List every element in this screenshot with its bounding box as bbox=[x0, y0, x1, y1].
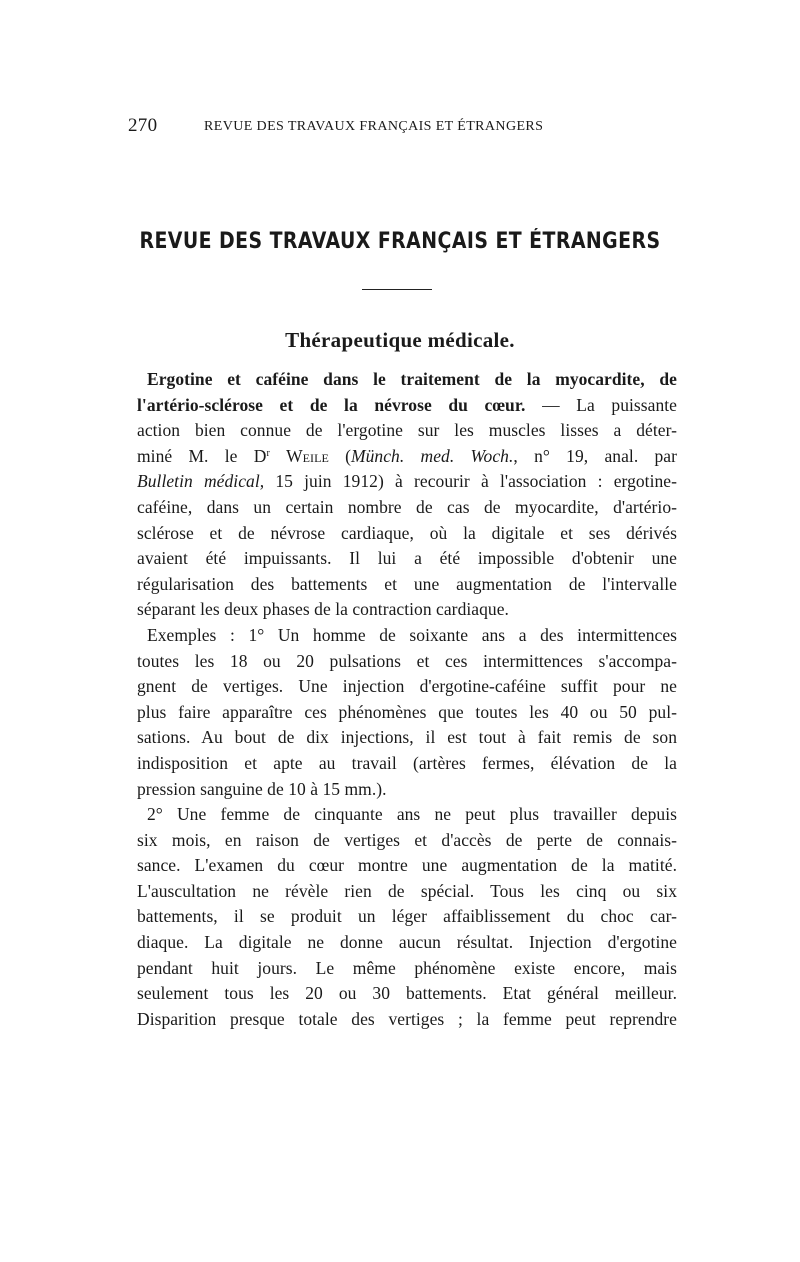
text-line: seulement tous les 20 ou 30 battements. Etat général meilleur. bbox=[137, 983, 677, 1004]
text-span bbox=[270, 446, 286, 466]
text-line: 2° Une femme de cinquante ans ne peut plus travailler depuis bbox=[147, 804, 677, 825]
text-line: sations. Au bout de dix injections, il est tout à fait remis de son bbox=[137, 727, 677, 748]
text-span: — La puissante bbox=[525, 394, 677, 415]
text-line: régularisation des battements et une augmentation de l'intervalle bbox=[137, 573, 677, 594]
text-line: Exemples : 1° Un homme de soixante ans a des intermittences bbox=[147, 624, 677, 645]
section-title: Thérapeutique médicale. bbox=[285, 328, 515, 352]
text-line: sclérose et de névrose cardiaque, où la digitale et ses dérivés bbox=[137, 522, 677, 543]
superscript: r bbox=[266, 447, 270, 459]
journal-section-heading: REVUE DES TRAVAUX FRANÇAIS ET ÉTRANGERS bbox=[139, 229, 661, 254]
text-line: pendant huit jours. Le même phénomène existe encore, mais bbox=[137, 957, 677, 978]
text-line: gnent de vertiges. Une injection d'ergotine-caféine suffit pour ne bbox=[137, 676, 677, 697]
article-title: Ergotine et caféine dans le traitement de la myocardite, de bbox=[147, 369, 677, 389]
article-body bbox=[137, 367, 677, 1032]
article-title-continued: l'artério-sclérose et de la névrose du cœur. bbox=[137, 394, 526, 415]
text-line: pression sanguine de 10 à 15 mm.). bbox=[137, 778, 387, 799]
text-line: sance. L'examen du cœur montre une augmentation de la matité. bbox=[137, 855, 677, 876]
text-span: 15 juin 1912) à recourir à l'association : ergotine- bbox=[264, 471, 677, 492]
text-line: caféine, dans un certain nombre de cas de myocardite, d'artério- bbox=[137, 496, 677, 517]
text-span: , n° 19, anal. par bbox=[513, 445, 677, 466]
text-line: action bien connue de l'ergotine sur les muscles lisses a déter- bbox=[137, 420, 677, 441]
text-line: diaque. La digitale ne donne aucun résultat. Injection d'ergotine bbox=[137, 932, 677, 953]
page-number: 270 bbox=[128, 115, 158, 136]
text-line: six mois, en raison de vertiges et d'accès de perte de connais- bbox=[137, 829, 677, 850]
text-line: L'auscultation ne révèle rien de spécial. Tous les cinq ou six bbox=[137, 880, 677, 901]
text-line: toutes les 18 ou 20 pulsations et ces intermittences s'accompa- bbox=[137, 650, 677, 671]
text-line bbox=[137, 469, 677, 495]
journal-citation: Münch. med. Woch. bbox=[351, 445, 514, 466]
text-span: miné M. le D bbox=[137, 445, 267, 466]
text-line: avaient été impuissants. Il lui a été impossible d'obtenir une bbox=[137, 548, 677, 569]
text-line bbox=[137, 367, 677, 393]
running-title: REVUE DES TRAVAUX FRANÇAIS ET ÉTRANGERS bbox=[204, 119, 544, 134]
heading-divider bbox=[362, 289, 432, 290]
text-line: plus faire apparaître ces phénomènes que toutes les 40 ou 50 pul- bbox=[137, 701, 677, 722]
text-line bbox=[137, 393, 677, 419]
text-line: séparant les deux phases de la contraction cardiaque. bbox=[137, 599, 509, 620]
text-line bbox=[137, 444, 677, 470]
text-span: ( bbox=[328, 445, 351, 466]
journal-citation: Bulletin médical, bbox=[137, 471, 265, 492]
text-line: Disparition presque totale des vertiges ; la femme peut reprendre bbox=[137, 1008, 677, 1029]
author-name: Weile bbox=[286, 445, 329, 466]
text-line: battements, il se produit un léger affaiblissement du choc car- bbox=[137, 906, 677, 927]
running-header bbox=[128, 116, 688, 136]
text-line: indisposition et apte au travail (artères fermes, élévation de la bbox=[137, 752, 677, 773]
